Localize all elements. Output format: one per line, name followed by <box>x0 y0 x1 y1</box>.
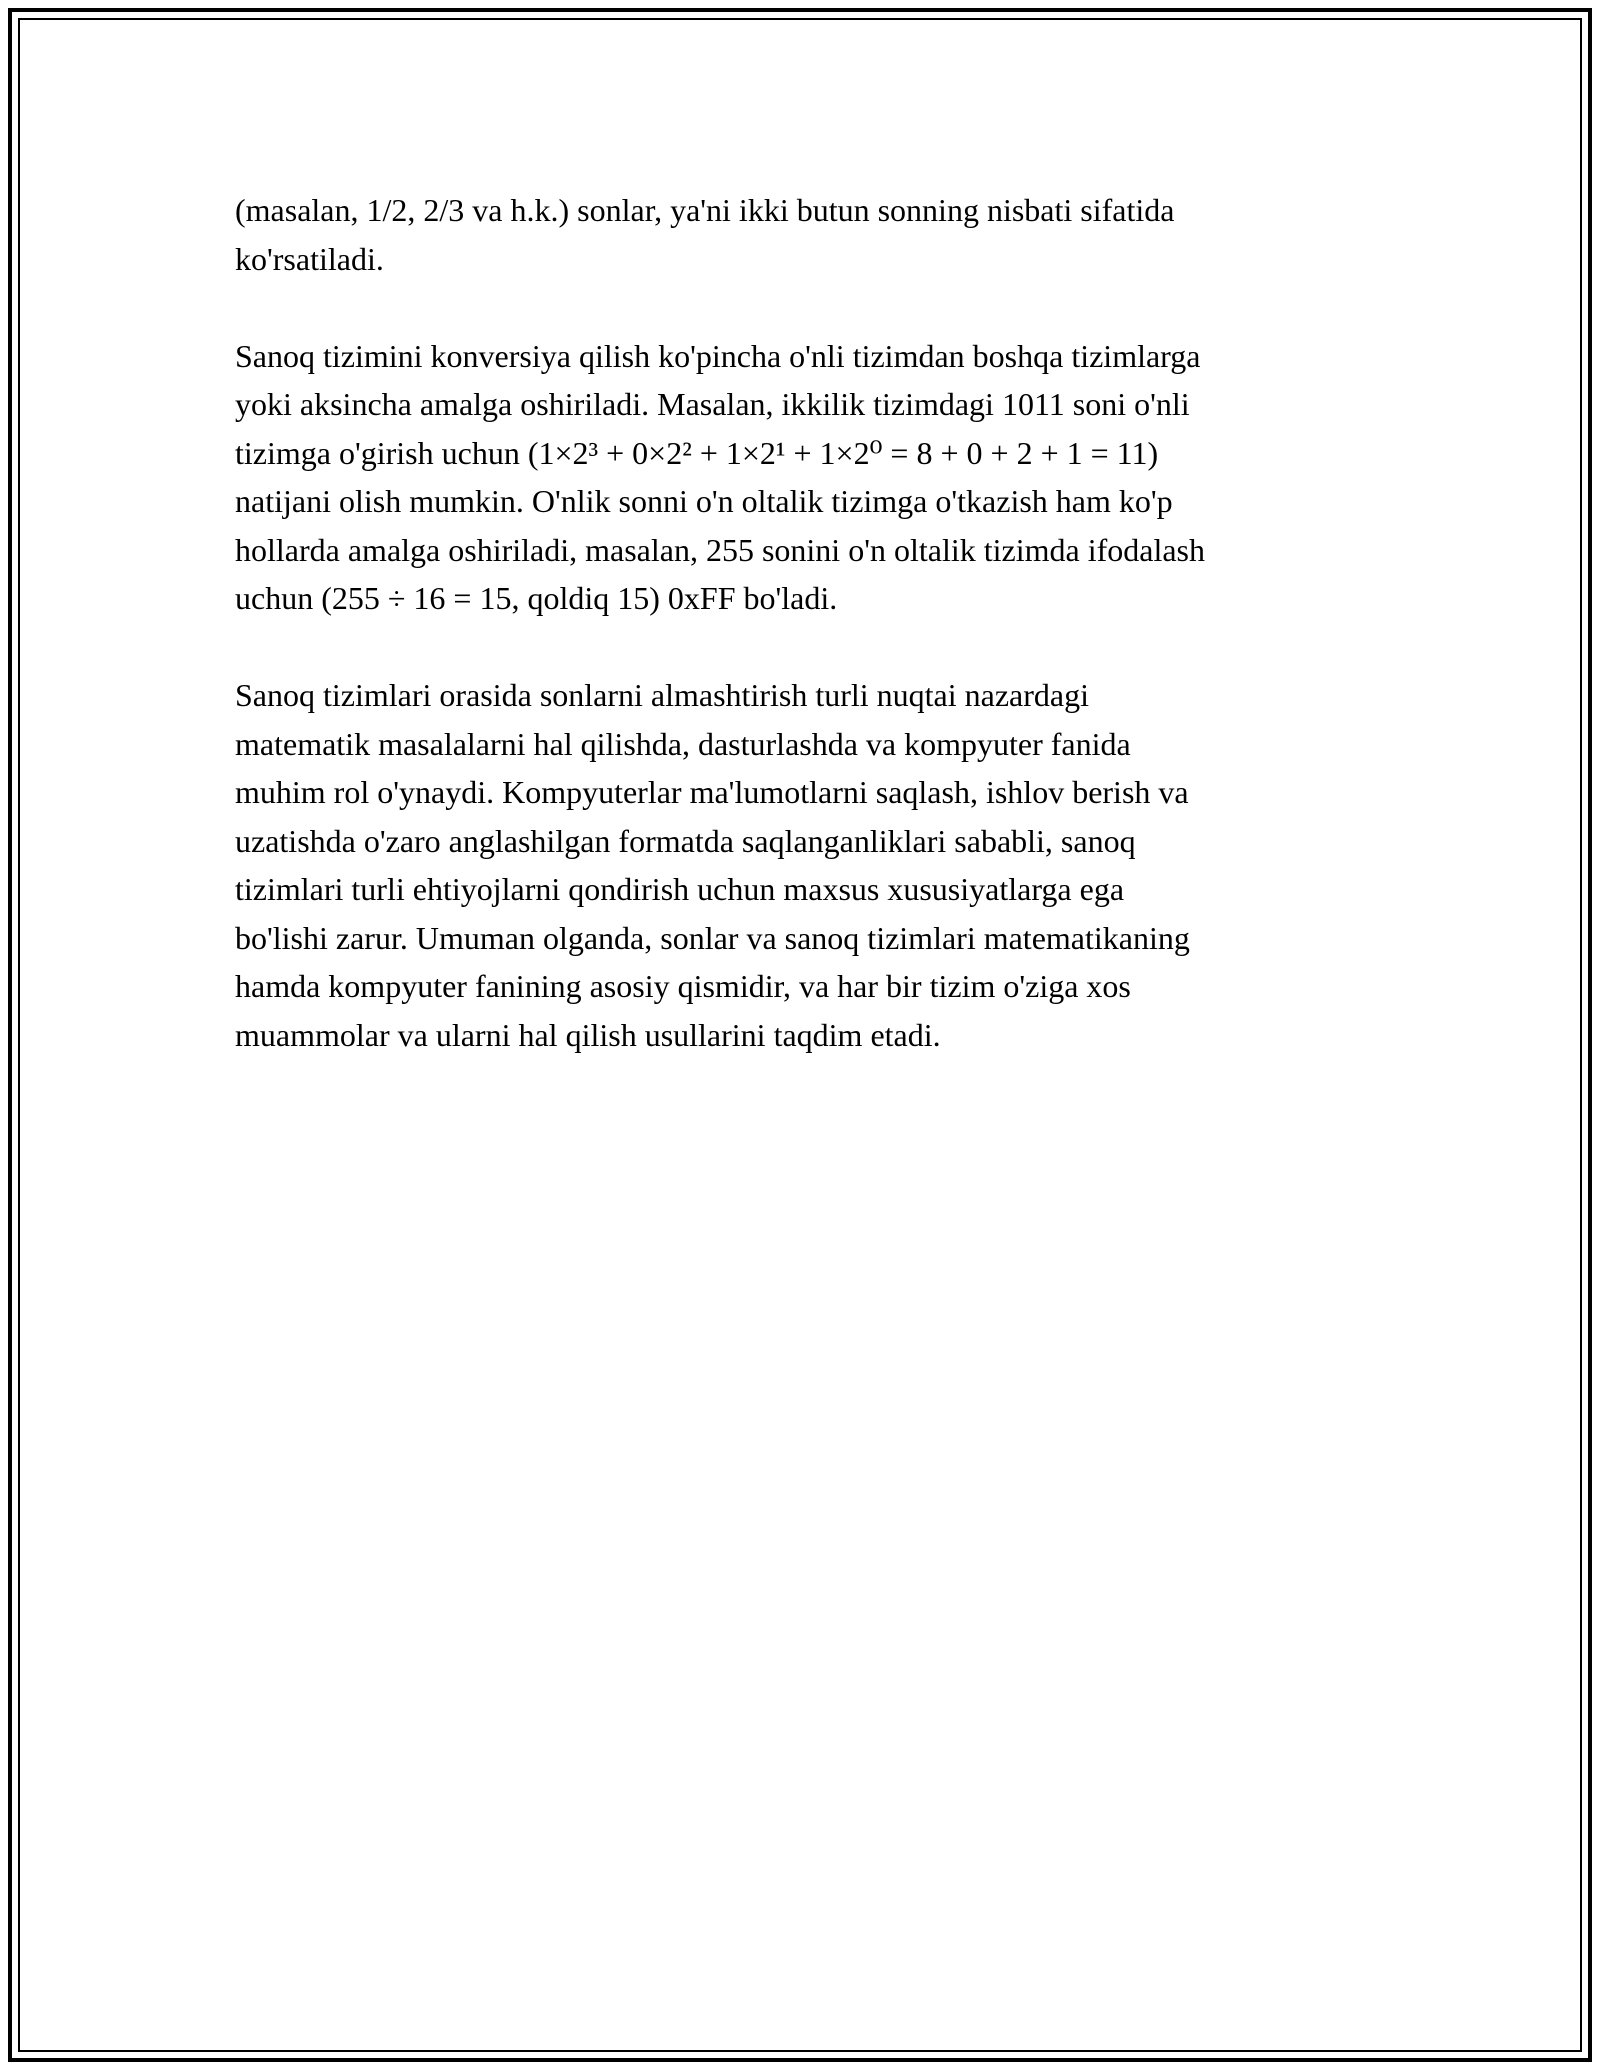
paragraph-continuation: (masalan, 1/2, 2/3 va h.k.) sonlar, ya'ni ikki butun sonning nisbati sifatida ko'rsatiladi. <box>235 192 1175 277</box>
paragraph-conversion: Sanoq tizimini konversiya qilish ko'pincha o'nli tizimdan boshqa tizimlarga yoki aksincha amalga oshiriladi. Masalan, ikkilik tizimdagi 1011 soni o'nli tizimga o'girish uchun (1×2³ + 0×2² + 1×2¹ + 1×2⁰ = 8 + 0 + 2 + 1 = 11) natijani olish mumkin. O'nlik sonni o'n oltalik tizimga o'tkazish ham ko'p hollarda amalga oshiriladi, masalan, 255 sonini o'n oltalik tizimda ifodalash uchun (255 ÷ 16 = 15, qoldiq 15) 0xFF bo'ladi. <box>235 337 1205 616</box>
paragraph-conclusion: Sanoq tizimlari orasida sonlarni almashtirish turli nuqtai nazardagi matematik masalalarni hal qilishda, dasturlashda va kompyuter fanida muhim rol o'ynaydi. Kompyuterlar ma'lumotlarni saqlash, ishlov berish va uzatishda o'zaro anglashilgan formatda saqlanganliklari sababli, sanoq tizimlari turli ehtiyojlarni qondirish uchun maxsus xususiyatlarga ega bo'lishi zarur. Umuman olganda, sonlar va sanoq tizimlari matematikaning hamda kompyuter fanining asosiy qismidir, va har bir tizim o'ziga xos muammolar va ularni hal qilish usullarini taqdim etadi. <box>235 677 1190 1053</box>
document-body <box>235 186 1365 1108</box>
